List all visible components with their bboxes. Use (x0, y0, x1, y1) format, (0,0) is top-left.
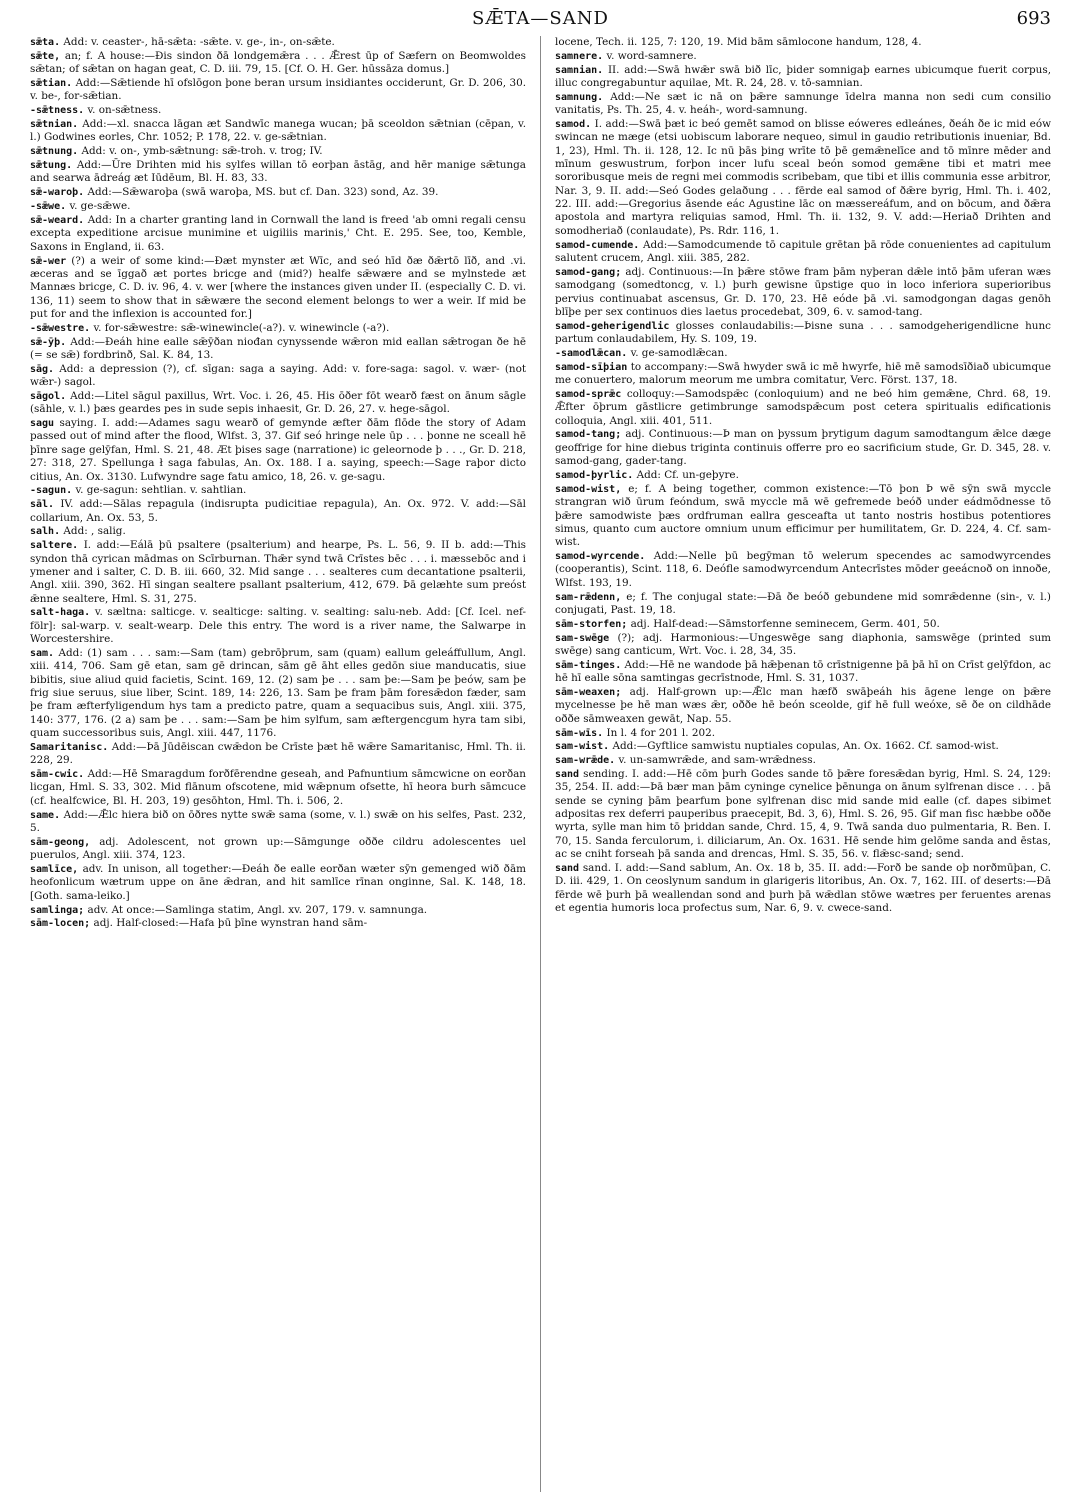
dictionary-entry (30, 77, 526, 104)
dictionary-entry (30, 498, 526, 525)
entry-body: Add:—Hē ne wandode þā hǣþenan tō crīstnigenne þā þā hī on Crīst gelȳfdon, ac hē hī ealle sōna samtingas gecrīstnode, Hml. S. 31, 1037. (555, 658, 1051, 685)
entry-headword: sam-wrǣde. (555, 755, 616, 767)
entry-body: adv. At once:—Samlinga statim, Angl. xv. 207, 179. v. samnunga. (87, 903, 428, 916)
dictionary-entry (30, 363, 526, 390)
entry-body: I. add:—Swā þæt ic beó gemēt samod on blisse eóweres edleánes, ðeáh ðe ic mid eów swincan ne mæge (etsi uobiscum laborare nequeo, simul in gaudio retributionis inueniar, Bd. 1, 23), Hml. Th. ii. 128, 12. Ic nū þās þing wrīte tō þē gemǣnelīce and tō mīnre mēder and mīnum geswustrum, forþon incer lufu sceal beón somod gemǣne tibi et matri mee sororibusque meis de regni mei commodis scribebam, que tibi et illis communia esse arbitror, Nar. 3, 9. II. add:—Seó Godes gelaðung . . . fērde eal samod of ðǣre byrig, Hml. Th. i. 402, 22. III. add:—Gregorius āsende eác Agustine lāc on mæssereáfum, and on bōcum, and ðǣra apostola and martyra reliquias samod, Hml. Th. ii. 132, 9. V. add:—Heriað Drihten and somodheriað (conlaudate), Ps. Rdr. 116, 1. (555, 118, 1051, 237)
entry-body: Add:—Gyftlice samwistu nuptiales copulas, An. Ox. 1662. Cf. samod-wist. (612, 740, 999, 753)
entry-body: Add:—Sǣtiende hī ofslōgon þone beran ursum insidiantes occiderunt, Gr. D. 206, 30. v. be-, for-sǣtian. (30, 77, 526, 103)
dictionary-entry (30, 809, 526, 836)
entry-headword: -sǣwestre. (30, 322, 91, 334)
entry-body: Add: (1) sam . . . sam:—Sam (tam) gebrōþrum, sam (quam) eallum geleáffullum, Angl. xiii. 414, 706. Sam gē etan, sam gē drincan, sām gē āht elles gedōn siue manducatis, siue bibitis, siue aliud quid facietis, Scint. 169, 12. (2) sam þe . . . sam þe:—Sam þe þeów, sam þe frig siue seruus, siue liber, Scint. 189, 14: 226, 13. Sam þe fram þām foresǣdon fæder, sam þe fram æfterfyligendum hys tam a predicto patre, quam a sequacibus suis, Angl. xiii. 375, 140: 377, 176. (2 a) sam þe . . . sam:—Sam þe him sylfum, sam æftergencgum hyra tam sibi, quam successoribus suis, Angl. xiii. 447, 1176. (30, 646, 526, 740)
dictionary-entry (555, 754, 1051, 767)
entry-body: adv. In unison, all together:—Ðeáh ðe ealle eorðan wæter sȳn gemenged wið ðām heofonlicum wætrum uppe on āne ǣdran, and hit samlīce rīnan onginne, Sal. K. 148, 18. [Goth. sama-leiko.] (30, 862, 526, 902)
entry-headword: samod-sprǣc (555, 388, 622, 400)
entry-headword: sām-storfen; (555, 618, 628, 630)
page-header (30, 6, 1051, 34)
entry-headword: sam-swēge (555, 632, 610, 644)
entry-body: colloquy:—Samodspǣc (conloquium) and ne beó him gemǣne, Chrd. 68, 19. Ǣfter ōþrum gāstlicre getimbrunge samodspǣcum post cetera spiritualis edificationis colloquia, Angl. xiii. 401, 511. (555, 387, 1051, 427)
entry-headword: samod-wyrcende. (555, 551, 646, 563)
entry-headword: Samaritanisc. (30, 741, 109, 753)
entry-headword: sām-geong, (30, 836, 91, 848)
dictionary-entry (30, 768, 526, 808)
dictionary-entry (555, 591, 1051, 618)
entry-headword: -sǣtness. (30, 105, 85, 117)
dictionary-entry (555, 361, 1051, 388)
entry-headword: samod-tang; (555, 429, 622, 441)
dictionary-entry (555, 768, 1051, 861)
dictionary-entry (30, 836, 526, 863)
entry-headword: sand (555, 769, 580, 781)
entry-body: adj. Continuous:—In þǣre stōwe fram þām nyþeran dǣle intō þām uferan wæs samodgang (somedtoncg, v. l.) þurh gewisne ūpstige quo in loco inferiora superioribus pervius continuabat ascensus, Gr. D. 170, 23. Hē eóde þā .vi. samodgongan dagas genōh blīþe per sex continuos dies laetus procedebat, 309, 6. v. samod-tang. (555, 265, 1051, 318)
entry-headword: sam. (30, 647, 55, 659)
dictionary-entry (555, 686, 1051, 726)
dictionary-entry (30, 741, 526, 768)
entry-body: Add:—Ðeáh hine ealle sǣȳðan niođan cynyssende wǣron mid eallan sǣtrogan ðe hē (= se sǣ) fordbrinð, Sal. K. 84, 13. (30, 335, 526, 361)
dictionary-entry (555, 50, 1051, 63)
dictionary-entry (30, 390, 526, 417)
entry-headword: sǣ-weard. (30, 214, 85, 226)
entry-body: Add: Cf. un-geþyre. (636, 469, 739, 481)
entry-body: an; f. A house:—Ðis sindon ðā londgemǣra . . . Ǣrest ūp of Sæfern on Beomwoldes sǣtan; of sǣtan on hagan geat, C. D. iii. 79, 15. [Cf. O. H. Ger. hūssāza domus.] (30, 49, 526, 76)
entry-headword: sām-wīs. (555, 727, 604, 739)
entry-body: Add: In a charter granting land in Cornwall the land is freed 'ab omni regali censu excepta expeditione arcisue munimine et uigiliis marinis,' Cht. E. 295. See, too, Kemble, Saxons in England, ii. 63. (30, 213, 526, 253)
entry-headword: sāg. (30, 363, 55, 375)
entry-headword: sǣ-waroþ. (30, 187, 85, 199)
dictionary-entry (30, 863, 526, 903)
dictionary-entry (555, 483, 1051, 550)
dictionary-entry (555, 118, 1051, 238)
entry-headword: sǣte, (30, 50, 61, 62)
entry-body: In l. 4 for 201 l. 202. (606, 726, 715, 739)
dictionary-columns (30, 36, 1051, 1492)
entry-body: v. ge-samodlǣcan. (630, 346, 728, 359)
entry-headword: samod-geherigendlic (555, 320, 670, 332)
dictionary-entry (555, 239, 1051, 266)
entry-headword: sand (555, 862, 580, 874)
page-number: 693 (1016, 8, 1051, 29)
entry-body: Add:—Ne sæt ic nā on þǣre samnunge īdelra manna non sedi cum consilio vanitatis, Ps. Th. 25, 4. v. heáh-, word-samnung. (555, 90, 1051, 117)
entry-headword: samlīce, (30, 863, 79, 875)
entry-body: Add: a depression (?), cf. sīgan: saga a saying. Add: v. fore-saga: sagol. v. wær- (not wǣr-) sagol. (30, 362, 526, 389)
entry-headword: samnian. (555, 64, 604, 76)
dictionary-entry (30, 118, 526, 145)
entry-body: I. add:—Eálā þū psaltere (psalterium) and hearpe, Ps. L. 56, 9. II b. add:—This syndon thā cyrican mādmas on Scīrburnan. Thǣr synd twā Crīstes bēc . . . i. mæssebōc and i ymener and i salter, C. D. B. iii. 660, 32. Mid sange . . . sealteres cum decantatione psalterii, Angl. xiii. 390, 362. Hī singan sealtere psallant psalterium, 412, 679. Þā gelæhte sum preóst ǣnne sealtere, Hml. S. 31, 275. (30, 539, 526, 605)
dictionary-entry (555, 469, 1051, 482)
entry-body: Add:—Ūre Drihten mid his sylfes willan tō eorþan āstāg, and hēr manige sǣtunga and searwa ādreág æt Iūdēum, Bl. H. 83, 33. (30, 159, 526, 185)
entry-body: (?); adj. Harmonious:—Ungeswēge sang diaphonia, samswēge (printed sum swēge) sang canticum, Wrt. Voc. i. 28, 34, 35. (555, 631, 1051, 657)
entry-headword: salh. (30, 526, 61, 538)
entry-body: saying. I. add:—Adames sagu wearð of gemynde æfter ðām flōde the story of Adam passed out of mind after the flood, Wlfst. 3, 37. Gif seó hringe nele ūp . . . þonne ne sceall hē þīnre sage gelȳfan, Hml. S. 21, 48. Æt þises sage (narratione) ic geleornode þ . . ., Gr. D. 218, 27: 318, 27. Spellunga ł saga fabulas, An. Ox. 188. I a. saying, speech:—Sage raþor dicto citius, An. Ox. 3130. Lufwyndre sage fatu amico, 18, 26. v. ge-sagu. (30, 417, 526, 483)
dictionary-entry (30, 214, 526, 254)
dictionary-entry (555, 740, 1051, 753)
entry-body: v. word-samnere. (606, 49, 697, 62)
entry-body: Add:—Nelle þū begȳman tō welerum specendes ac samodwyrcendes (cooperantis), Scint. 118, 6. Deófle samodwyrcendum Antecrīstes mōder geeácnoð on innoðe, Wlfst. 193, 19. (555, 550, 1051, 589)
dictionary-entry (30, 36, 526, 49)
entry-body: IV. add:—Sālas repagula (indisrupta pudicitiae repagula), An. Ox. 972. V. add:—Sāl collarium, An. Ox. 53, 5. (30, 498, 526, 524)
entry-headword: -samodlǣcan. (555, 347, 628, 359)
dictionary-entry (30, 484, 526, 497)
entry-body: II. add:—Swā hwǣr swā bið līc, þider somnigaþ earnes ubicumque fuerit corpus, illuc congregabuntur aquilae, Mt. R. 24, 28. v. tō-samnian. (555, 63, 1051, 90)
dictionary-entry (30, 186, 526, 199)
entry-headword: sām-tinges. (555, 659, 622, 671)
entry-body: Add:—xl. snacca lāgan æt Sandwīc manega wucan; þā sceoldon sǣtnian (cēpan, v. l.) Godwines eorles, Chr. 1052; P. 178, 22. v. ge-sǣtnian. (30, 118, 526, 144)
entry-body: Add:—Litel sāgul paxillus, Wrt. Voc. i. 26, 45. His ōðer fōt wearð fæst on ānum sāgle (sāhle, v. l.) þæs geardes pes in sude sepis inhaesit, Gr. D. 26, 27. v. hege-sāgol. (30, 389, 526, 416)
entry-headword: salt-haga. (30, 607, 91, 619)
entry-headword: sāl. (30, 499, 55, 511)
entry-headword: sam-wist. (555, 741, 610, 753)
entry-body: v. on-sǣtness. (87, 104, 162, 117)
entry-headword: samnung. (555, 91, 604, 103)
entry-headword: samod-sīþian (555, 361, 628, 373)
entry-body: sand. I. add:—Sand sablum, An. Ox. 18 b, 35. II. add:—Forð be sande oþ norðmūþan, C. D. iii. 429, 1. On ceoslynum sandum in glarigeris litoribus, An. Ox. 7, 162. III. of deserts:—Ðā fērde wē þurh þā weallendan sond and þurh þā wǣdlan stōwe wætres per feruentes arenas et egentia humoris loca profectus sum, Nar. 6, 9. v. cwece-sand. (555, 861, 1051, 914)
entry-headword: sǣtian. (30, 78, 73, 90)
entry-headword: -sagun. (30, 485, 73, 497)
entry-headword: samod-þyrlic. (555, 470, 634, 481)
entry-headword: samlinga; (30, 904, 85, 916)
dictionary-entry (30, 525, 526, 538)
entry-headword: sǣ-ȳþ. (30, 336, 67, 348)
entry-headword: sǣtung. (30, 160, 73, 172)
entry-body: e; f. A being together, common existence:—Tō þon Þ wē sȳn swā myccle strangran wið ūrum feóndum, swā myccle mā wē gefremede beóð under eádmōdnesse tō þǣre samodwiste þæs ordfruman eallra gesceafta ut tanto nostris hostibus potentiores simus, quanto cum auctore omnium unum efficimur per humilitatem, Gr. D. 224, 4. Cf. sam-wist. (555, 482, 1051, 549)
entry-headword: sām-weaxen; (555, 687, 622, 698)
entry-body: Add:—Samodcumende tō capitule grētan þā rōde conuenientes ad capitulum salutent crucem, Angl. xiii. 385, 282. (555, 238, 1051, 264)
entry-body: v. sæltna: salticge. v. sealticge: salting. v. sealting: salu-neb. Add: [Cf. Icel. nef-fölr]: sal-warp. v. sealt-wearp. Dele this entry. The word is a river name, the Salwarpe in Worcestershire. (30, 606, 526, 646)
dictionary-entry (555, 320, 1051, 347)
dictionary-entry (555, 428, 1051, 468)
entry-headword: sagu (30, 418, 55, 430)
entry-body: glosses conlaudabilis:—Þisne suna . . . samodgeherigendlicne hunc partum conlaudabilem, Hy. S. 109, 19. (555, 319, 1051, 346)
entry-headword: samnere. (555, 50, 604, 62)
dictionary-entry (30, 200, 526, 213)
dictionary-entry (555, 618, 1051, 631)
entry-headword: samod-cumende. (555, 239, 640, 251)
dictionary-entry (555, 91, 1051, 118)
dictionary-entry (30, 255, 526, 322)
dictionary-entry (30, 606, 526, 646)
entry-headword: samod. (555, 119, 592, 131)
dictionary-entry (30, 145, 526, 158)
dictionary-entry (555, 388, 1051, 428)
entry-body: adj. Half-grown up:—Ǣlc man hæfð swāþeáh his āgene lenge on þǣre mycelnesse þe hē man wæs ǣr, oððe hē beón sceolde, gif hē full weóxe, sē ðe on cildhāde oððe sāmweaxen gewāt, Nap. 55. (555, 686, 1051, 725)
entry-headword: same. (30, 809, 61, 821)
entry-body: v. for-sǣwestre: sǣ-winewincle(-a?). v. winewincle (-a?). (93, 321, 390, 334)
entry-body: Add:—Hē Smaragdum forðfērendne geseah, and Pafnuntium sāmcwicne on eorðan licgan, Hml. S. 33, 302. Mid flānum ofscotene, mid wǣpnum ofsette, hī heora burh sāmcuce (cf. healfcwice, Bl. H. 203, 19) gesōhton, Hml. Th. i. 506, 2. (30, 768, 526, 807)
dictionary-entry (30, 539, 526, 606)
dictionary-entry (555, 347, 1051, 360)
entry-body: adj. Half-closed:—Hafa þū þīne wynstran hand sām- (93, 917, 368, 930)
dictionary-entry (555, 550, 1051, 590)
entry-body: Add: , salig. (63, 525, 126, 538)
entry-body: Add: v. ceaster-, hā-sǣta: -sǣte. v. ge-, in-, on-sǣte. (63, 36, 335, 48)
entry-body: adj. Continuous:—Þ man on þyssum þrytigum dagum samodtangum ǣlce dæge geoffrige for hine diebus triginta continuis offerre pro eo sacrificium stude, Gr. D. 345, 28. v. samod-gang, gader-tang. (555, 428, 1051, 468)
dictionary-entry (555, 64, 1051, 91)
dictionary-entry (555, 862, 1051, 915)
entry-headword: sǣtnian. (30, 119, 79, 131)
entry-headword: sām-locen; (30, 918, 91, 930)
entry-body: Add:—Ǣlc hiera bið on ōðres nytte swǣ sama (some, v. l.) swǣ on his selfes, Past. 232, 5. (30, 808, 526, 834)
entry-headword: samod-wist, (555, 483, 622, 495)
dictionary-entry (555, 659, 1051, 686)
column-divider (540, 36, 541, 1492)
entry-body: (?) a weir of some kind:—Ðæt mynster æt Wīc, and seó hīd ðæ ðǣrtō līð, and .vi. æceras and se īggað æt portes bricge and (mid?) healfe sǣwære and se mylnstede æt Mannæs bricge, C. D. iv. 96, 4. v. wer [where the instances given under II. (especially C. D. vi. 136, 11) seem to show that in sǣwære the second element belongs to wer a weir. If mid be put for and the inflexion is accounted for.] (30, 254, 526, 320)
dictionary-entry (30, 322, 526, 335)
entry-headword: sāgol. (30, 390, 67, 402)
entry-body: to accompany:—Swā hwyder swā ic mē hwyrfe, hiē mē samodsīðiað ubicumque me conuertero, malorum meorum me umbra comitatur, Verc. Först. 137, 18. (555, 360, 1051, 387)
entry-headword: sām-cwic. (30, 769, 85, 781)
entry-body: adj. Half-dead:—Sāmstorfenne seminecem, Germ. 401, 50. (630, 617, 940, 630)
entry-headword: sǣta. (30, 37, 61, 48)
entry-headword: saltere. (30, 540, 79, 552)
entry-body: v. ge-sǣwe. (69, 200, 131, 213)
entry-body: v. ge-sagun: sehtlian. v. sahtlian. (75, 484, 247, 497)
dictionary-entry (555, 36, 1051, 49)
entry-headword: sǣtnung. (30, 146, 79, 158)
dictionary-entry (30, 417, 526, 484)
left-column (30, 36, 526, 1492)
entry-body: adj. Adolescent, not grown up:—Sāmgunge oððe cildru adolescentes uel puerulos, Angl. xiii. 374, 123. (30, 835, 526, 862)
dictionary-entry (555, 632, 1051, 659)
entry-headword: sam-rǣdenn, (555, 591, 622, 603)
entry-body: v. un-samwrǣde, and sam-wrǣdness. (618, 754, 816, 767)
right-column (555, 36, 1051, 1492)
dictionary-entry (30, 647, 526, 740)
dictionary-entry (30, 904, 526, 917)
entry-headword: samod-gang; (555, 266, 622, 278)
dictionary-entry (30, 159, 526, 186)
entry-headword: sǣ-wer (30, 255, 67, 267)
entry-body: Add:—Þā Jūdēiscan cwǣdon be Crīste þæt hē wǣre Samaritanisc, Hml. Th. ii. 228, 29. (30, 740, 526, 767)
entry-body: sending. I. add:—Hē cōm þurh Godes sande tō þǣre foresǣdan byrig, Hml. S. 24, 129: 35, 254. II. add:—Þā bær man þām cyninge cynelice þēnunga on ānum sylfrenan disce . . . þā sende se cyning þām þearfum þone sylfrenan disc mid sande mid ealle (cf. dapes sibimet adpositas rex deferri pauperibus praecepit, Bd. 3, 6), Hml. S. 26, 95. Gif man fisc hæbbe oððe wyrta, sylle man him tō þriddan sande, Chrd. 15, 4, 9. Twā sanda duo pulmentaria, R. Ben. I. 70, 15. Sanda ferculorum, i. diliciarum, An. Ox. 1631. Hē sende him gelōme sanda and ēstas, ac se cniht forseah þā sanda and drencas, Hml. S. 35, 56. v. flǣsc-sand; send. (555, 768, 1051, 861)
dictionary-entry (30, 104, 526, 117)
dictionary-entry (555, 266, 1051, 319)
entry-body: Add:—Sǣwaroþa (swā waroþa, MS. but cf. Dan. 323) sond, Az. 39. (87, 186, 439, 199)
dictionary-entry (30, 336, 526, 363)
dictionary-entry (30, 917, 526, 930)
entry-body: locene, Tech. ii. 125, 7: 120, 19. Mid bām sāmlocone handum, 128, 4. (555, 36, 922, 48)
entry-body: e; f. The conjugal state:—Ðā ðe beóð gebundene mid somrǣdenne (sin-, v. l.) conjugati, Past. 19, 18. (555, 590, 1051, 616)
entry-body: Add: v. on-, ymb-sǣtnung: sǣ-troh. v. trog; IV. (81, 145, 323, 158)
dictionary-entry (30, 50, 526, 77)
dictionary-entry (555, 727, 1051, 740)
running-head: SǢTA—SAND (472, 8, 609, 29)
entry-headword: -sǣwe. (30, 201, 67, 213)
